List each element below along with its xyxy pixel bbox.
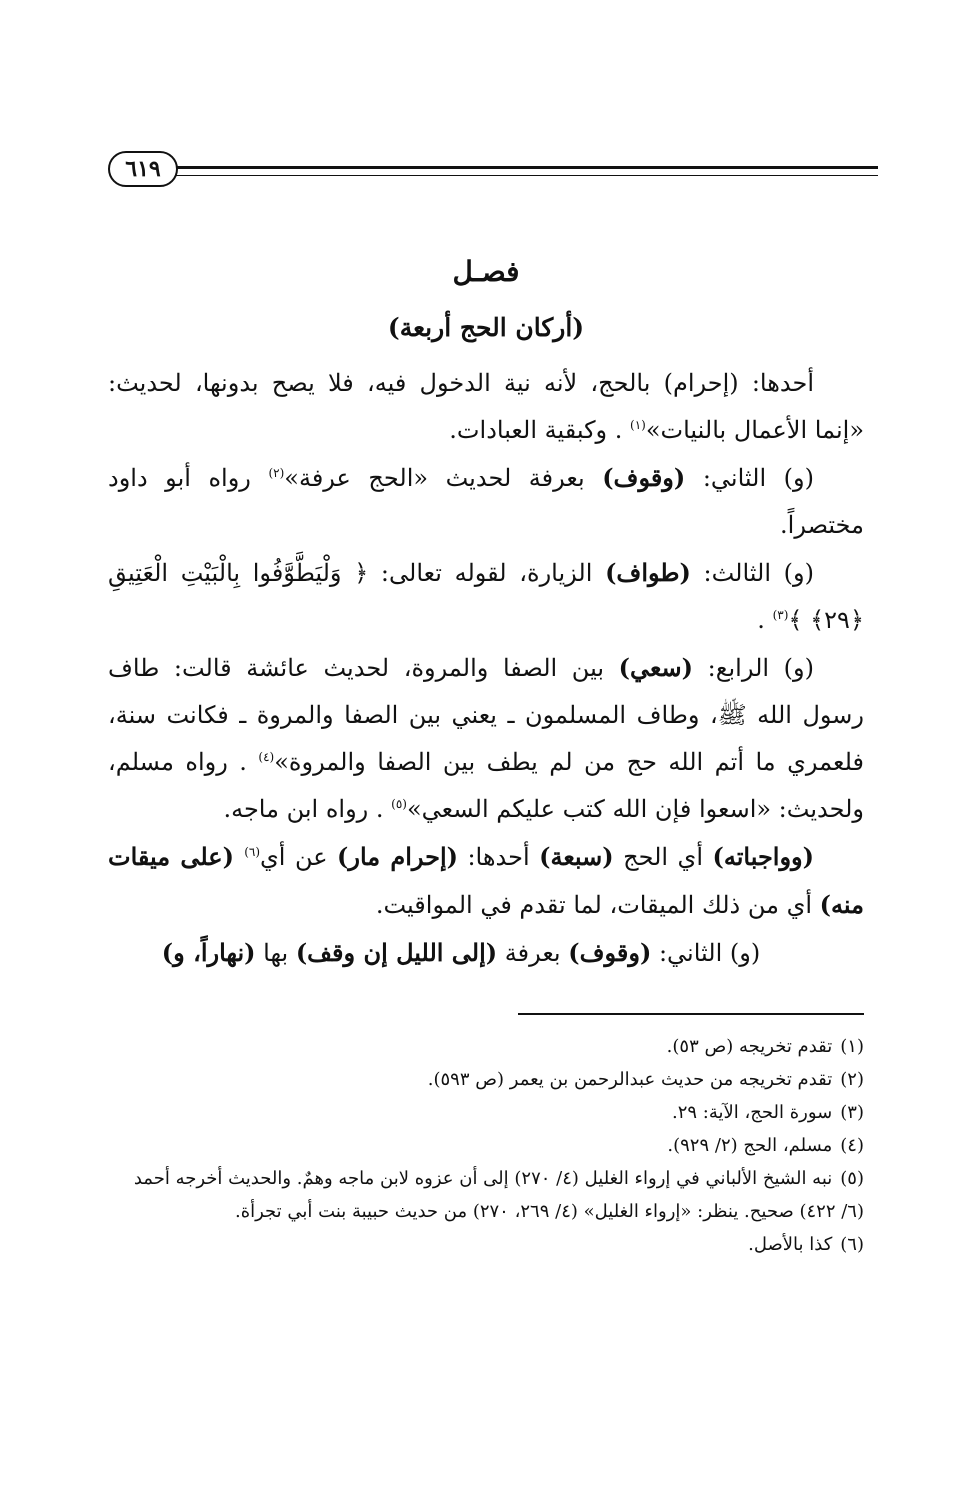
- page-number: ٦١٩: [108, 151, 178, 187]
- page-header: [108, 148, 878, 188]
- section-heading: فصـل: [452, 255, 520, 288]
- bold-term: (وقوف): [568, 938, 652, 967]
- footnote-ref: (٣): [772, 608, 789, 622]
- bold-term: (إحرام مار): [337, 842, 458, 871]
- bold-term: (سعي): [618, 653, 694, 682]
- paragraph-5: [108, 833, 864, 929]
- bold-term: (طواف): [605, 558, 691, 587]
- footnote-ref: (٦): [244, 845, 261, 859]
- paragraph-text: (و) الثالث:: [690, 559, 815, 587]
- footnote-text: مسلم، الحج (٢/ ٩٢٩).: [667, 1135, 833, 1156]
- bold-term: (إلى الليل إن وقف): [295, 938, 498, 967]
- footnote-separator: [518, 1013, 864, 1015]
- paragraph-6: [108, 929, 864, 977]
- paragraph-text: رواه أبو داود مختصراً.: [108, 464, 864, 539]
- footnote-text: كذا بالأصل.: [748, 1234, 833, 1255]
- footnote-number: (٣): [840, 1102, 864, 1123]
- paragraph-text: .: [757, 606, 773, 634]
- footnote-ref: (٤): [258, 750, 275, 764]
- header-rule: [168, 166, 878, 176]
- paragraph-text: أي الحج: [613, 843, 713, 871]
- paragraph-text: (و) الرابع:: [693, 654, 814, 682]
- footnote-number: (٦): [840, 1234, 864, 1255]
- bold-term: (وقوف): [602, 463, 686, 492]
- paragraph-2: [108, 454, 864, 549]
- footnote-number: (٥): [840, 1168, 864, 1189]
- footnote-text: نبه الشيخ الألباني في إرواء الغليل (٤/ ٢٧٠) إلى أن عزوه لابن ماجه وهمٌ. والحديث أخرجه أحمد (٦/ ٤٢٢) صحيح. ينظر: «إرواء الغليل» (٤/ ٢٦٩، ٢٧٠) من حديث حبيبة بنت أبي تجرأة.: [133, 1168, 864, 1222]
- footnote-number: (١): [840, 1036, 864, 1057]
- bold-term: (سبعة): [539, 842, 614, 871]
- footnote-text: سورة الحج، الآية: ٢٩.: [671, 1102, 833, 1123]
- footnote-text: تقدم تخريجه (ص ٥٣).: [666, 1036, 833, 1057]
- paragraph-text: عن أي: [260, 843, 338, 871]
- paragraph-text: بها: [255, 939, 296, 967]
- section-subheading: (أركان الحج أربعة): [387, 313, 585, 342]
- paragraph-text: (و) الثاني:: [685, 464, 814, 492]
- footnote-ref: (٥): [391, 797, 407, 811]
- paragraph-text: أي من ذلك الميقات، لما تقدم في المواقيت.: [375, 891, 820, 919]
- paragraph-text: بين الصفا والمروة، لحديث عائشة قالت: طاف رسول الله ﷺ، وطاف المسلمون ـ يعني بين الصفا والمروة ـ فكانت سنة، فلعمري ما أتم الله حج من لم يطف بين الصفا والمروة»: [108, 654, 864, 776]
- footnote: [108, 1063, 864, 1096]
- paragraph-1-line2: لحديث: «إنما الأعمال بالنيات»: [108, 369, 864, 444]
- footnote-text: تقدم تخريجه من حديث عبدالرحمن بن يعمر (ص ٥٩٣).: [427, 1069, 833, 1090]
- bold-term: (على ميقات منه): [108, 842, 864, 919]
- paragraph-1-line1: أحدها: (إحرام) بالحج، لأنه نية الدخول فيه، فلا يصح بدونها،: [194, 369, 814, 397]
- paragraph-text: بعرفة: [497, 939, 569, 967]
- paragraph-1-tail: . وكبقية العبادات.: [449, 416, 631, 444]
- paragraph-text: (و) الثاني:: [651, 939, 761, 967]
- footnotes: [108, 1030, 864, 1261]
- main-text: [108, 250, 864, 977]
- footnote-ref: (١): [630, 418, 646, 432]
- footnote-number: (٢): [840, 1069, 864, 1090]
- paragraph-4: [108, 644, 864, 833]
- paragraph-3: [108, 549, 864, 644]
- footnote-number: (٤): [840, 1135, 864, 1156]
- paragraph-text: بعرفة لحديث «الحج عرفة»: [284, 464, 603, 492]
- footnote: [108, 1030, 864, 1063]
- paragraph-text: أحدها:: [457, 843, 540, 871]
- footnote: [108, 1096, 864, 1129]
- footnote: [108, 1228, 864, 1261]
- bold-term: (وواجباته): [712, 842, 814, 871]
- paragraph-text: . رواه ابن ماجه.: [223, 795, 392, 823]
- footnote: [108, 1129, 864, 1162]
- quran-verse: الزيارة، لقوله تعالى: ﴿ وَلْيَطَّوَّفُوا بِالْبَيْتِ الْعَتِيقِ ﴿٢٩﴾ ﴾: [108, 559, 864, 634]
- footnote-ref: (٢): [268, 466, 285, 480]
- paragraph-1: [108, 360, 864, 454]
- paragraph-text: . رواه مسلم، ولحديث: «اسعوا فإن الله كتب عليكم السعي»: [108, 748, 864, 823]
- bold-term: (نهاراً، و): [161, 938, 256, 967]
- footnote: [108, 1162, 864, 1228]
